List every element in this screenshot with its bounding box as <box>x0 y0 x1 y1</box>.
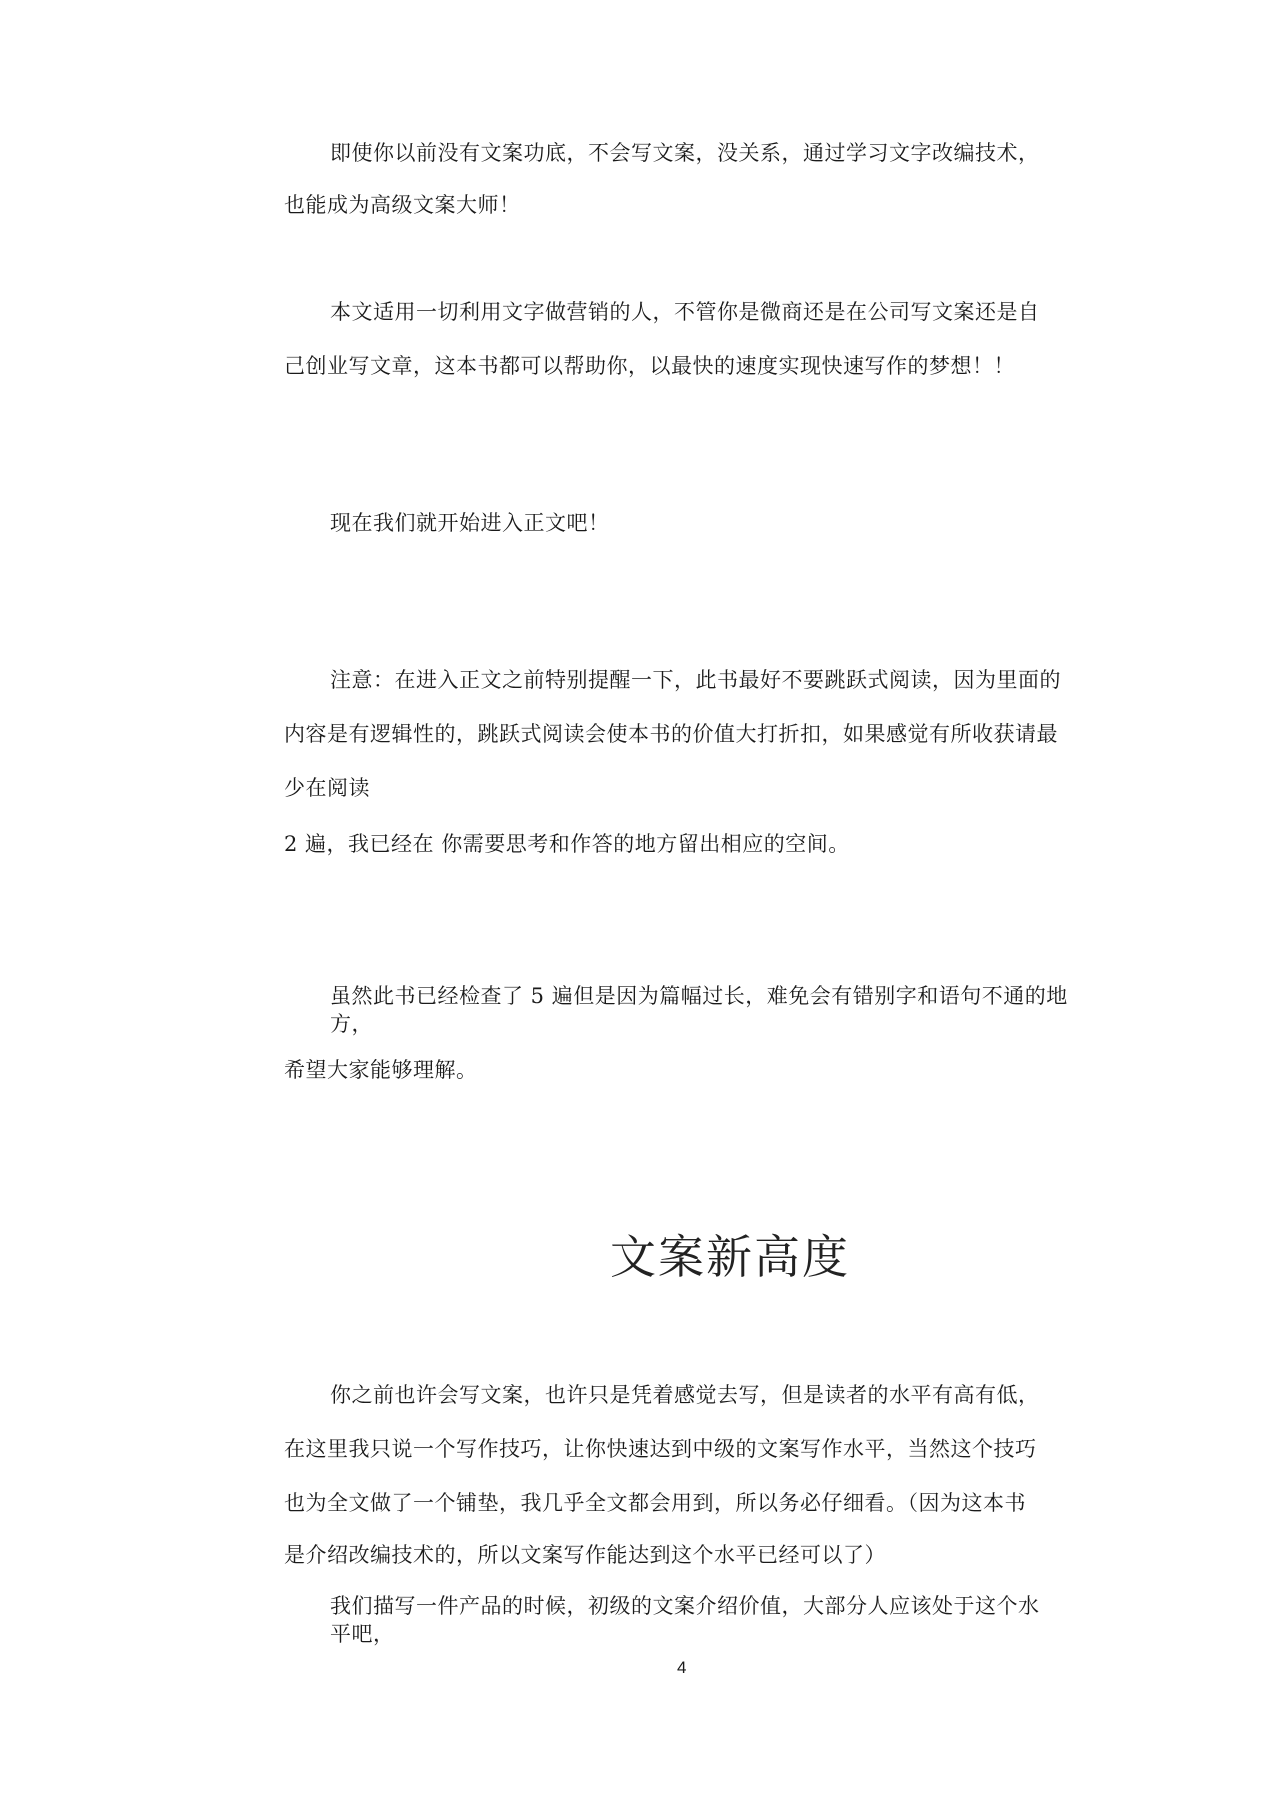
body-text-line: 也能成为高级文案大师！ <box>284 193 521 217</box>
body-text-line: 虽然此书已经检查了 5 遍但是因为篇幅过长，难免会有错别字和语句不通的地 <box>330 984 1068 1008</box>
body-text-line: 我们描写一件产品的时候，初级的文案介绍价值，大部分人应该处于这个水 <box>330 1594 1040 1618</box>
body-text-line: 也为全文做了一个铺垫，我几乎全文都会用到，所以务必仔细看。（因为这本书 <box>284 1491 1026 1515</box>
body-text-line: 是介绍改编技术的，所以文案写作能达到这个水平已经可以了） <box>284 1543 886 1567</box>
body-text-line: 你之前也许会写文案，也许只是凭着感觉去写，但是读者的水平有高有低， <box>330 1383 1040 1407</box>
body-text-line: 己创业写文章，这本书都可以帮助你，以最快的速度实现快速写作的梦想！！ <box>284 354 1015 378</box>
body-text-line: 平吧， <box>330 1622 395 1646</box>
body-text-line: 现在我们就开始进入正文吧！ <box>330 511 610 535</box>
body-text-line: 注意：在进入正文之前特别提醒一下，此书最好不要跳跃式阅读，因为里面的 <box>330 668 1061 692</box>
body-text-line: 2 遍，我已经在 你需要思考和作答的地方留出相应的空间。 <box>284 832 850 856</box>
body-text-line: 内容是有逻辑性的，跳跃式阅读会使本书的价值大打折扣，如果感觉有所收获请最 <box>284 722 1058 746</box>
page-number: 4 <box>677 1658 687 1677</box>
body-text-line: 本文适用一切利用文字做营销的人，不管你是微商还是在公司写文案还是自 <box>330 300 1040 324</box>
body-text-line: 在这里我只说一个写作技巧，让你快速达到中级的文案写作水平，当然这个技巧 <box>284 1437 1037 1461</box>
body-text-line: 即使你以前没有文案功底，不会写文案，没关系，通过学习文字改编技术， <box>330 141 1040 165</box>
body-text-line: 少在阅读 <box>284 776 370 800</box>
section-title: 文案新高度 <box>610 1230 850 1284</box>
body-text-line: 希望大家能够理解。 <box>284 1058 478 1082</box>
body-text-line: 方， <box>330 1012 373 1036</box>
